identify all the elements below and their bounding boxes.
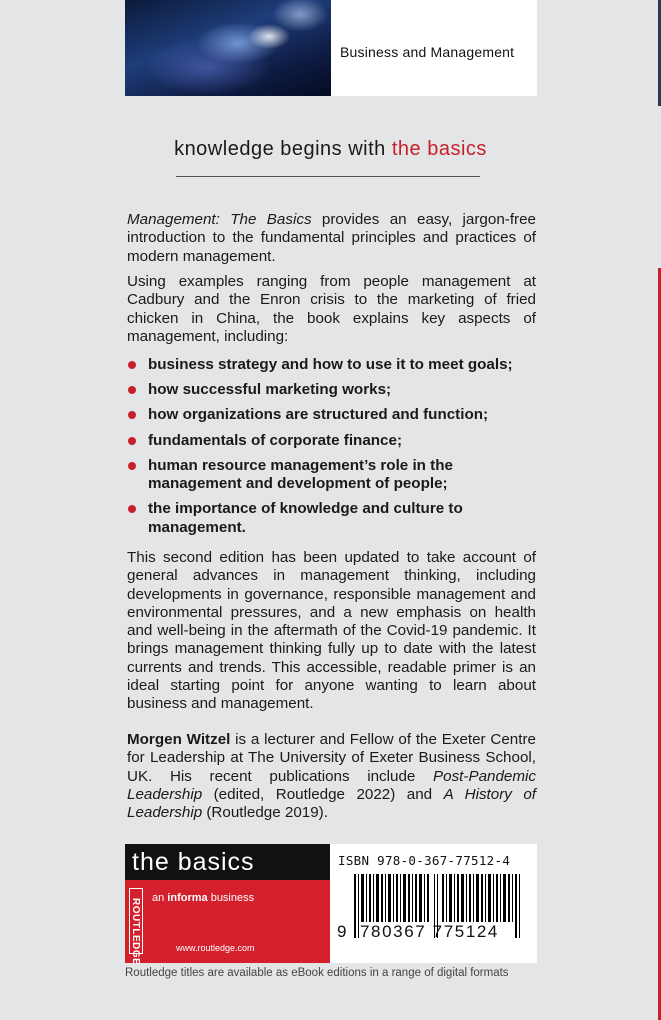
intro-text: provides an easy, jargon-free introduction to the fundamental principles and practices of modern management. [127, 211, 536, 265]
intro-paragraph [127, 211, 536, 266]
isbn-label: ISBN 978-0-367-77512-4 [338, 853, 511, 868]
tagline [0, 138, 661, 161]
cover-galaxy-image [125, 0, 331, 96]
examples-paragraph: Using examples ranging from people management at Cadbury and the Enron crisis to the marketing of fried chicken in China, the book explains key aspects of management, including: [127, 273, 536, 345]
bullet-dot-icon [128, 361, 136, 369]
publication-title: A History of Leadership [127, 785, 536, 822]
tagline-prefix: knowledge begins with [174, 138, 392, 160]
list-item [127, 457, 536, 494]
list-item [127, 432, 536, 451]
header-band [125, 0, 537, 96]
list-item-text: business strategy and how to use it to meet goals; [148, 356, 513, 373]
list-item-text: fundamentals of corporate finance; [148, 431, 403, 449]
publisher-panel [125, 880, 330, 966]
list-item-text: human resource management’s role in the management and development of people; [148, 456, 453, 493]
bullet-dot-icon [128, 437, 136, 445]
publisher-website: www.routledge.com [176, 943, 255, 953]
author-bio [127, 731, 536, 822]
bullet-dot-icon [128, 411, 136, 419]
back-cover-footer-box [125, 844, 537, 966]
tagline-accent: the basics [391, 138, 487, 160]
list-item-text: how successful marketing works; [148, 381, 392, 399]
series-publisher-block [125, 844, 330, 966]
routledge-logo-text: ROUTLEDGE [130, 898, 141, 966]
list-item-text: the importance of knowledge and culture to management. [148, 500, 463, 536]
series-name: Business and Management [340, 44, 515, 60]
tagline-divider [176, 176, 480, 177]
author-bio-text: is a lecturer and Fellow of the Exeter Centre for Leadership at The University of Exeter Business School, UK. His recent publications include [127, 731, 536, 785]
list-item-text: how organizations are structured and function; [148, 406, 489, 424]
barcode-digits: 780367 775124 [360, 922, 499, 941]
author-bio-text: (edited, Routledge 2022) and [202, 785, 444, 803]
informa-prefix: an [152, 892, 168, 904]
series-title: the basics [125, 844, 330, 880]
list-item [127, 381, 536, 400]
list-item [127, 500, 536, 537]
bullet-dot-icon [128, 386, 136, 394]
barcode-first-digit: 9 [337, 922, 347, 941]
list-item [127, 406, 536, 425]
author-name: Morgen Witzel [127, 731, 231, 748]
author-bio-text: (Routledge 2019). [202, 804, 328, 822]
bullet-dot-icon [128, 462, 136, 470]
informa-tagline [152, 892, 254, 904]
informa-suffix: business [207, 892, 255, 904]
list-item [127, 356, 536, 375]
informa-brand: informa [167, 892, 208, 904]
key-aspects-list [127, 356, 536, 544]
publication-title: Post-Pandemic Leadership [127, 767, 536, 803]
ebook-note: Routledge titles are available as eBook editions in a range of digital formats [125, 967, 509, 979]
bullet-dot-icon [128, 505, 136, 513]
book-title: Management: The Basics [127, 211, 312, 228]
edition-paragraph: This second edition has been updated to take account of general advances in management thinking, including developments in governance, responsible management and environmental pressures, and a new emphasis on health and well-being in the aftermath of the Covid-19 pandemic. It brings management thinking fully up to date with the latest currents and trends. This accessible, readable primer is an ideal starting point for anyone wanting to learn about business and management. [127, 549, 536, 713]
